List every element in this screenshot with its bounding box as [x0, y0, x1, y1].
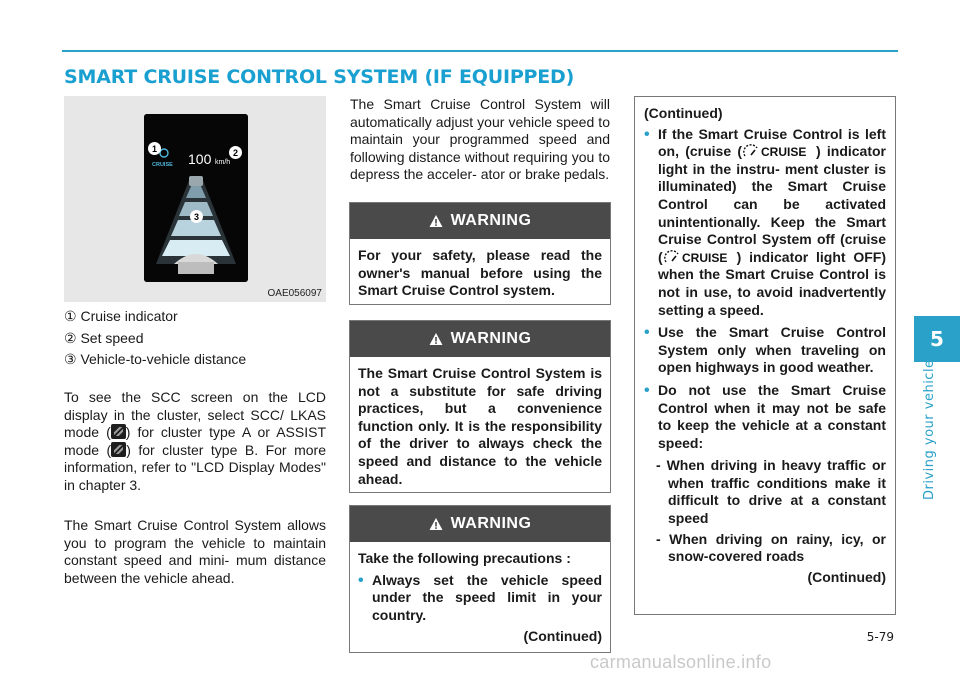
- caution-bullet: • Do not use the Smart Cruise Control when it may not be safe to keep the vehicle at a constant speed:: [644, 382, 886, 452]
- legend-item: [64, 349, 246, 371]
- figure-legend: [64, 306, 246, 371]
- precautions-intro: Take the following precautions :: [358, 550, 571, 566]
- legend-marker: ①: [64, 308, 77, 324]
- caution-bullet: • Use the Smart Cruise Control System only when traveling on open highways in good weather.: [644, 324, 886, 377]
- cruise-icon-label: CRUISE: [681, 250, 728, 265]
- continued-label: (Continued): [523, 628, 602, 645]
- warning-triangle-icon: [429, 332, 443, 346]
- precaution-bullet: • Always set the vehicle speed under the speed limit in your country.: [358, 572, 602, 625]
- bullet-text: ) indicator light OFF) when the Smart Cruise Control is not in use, to avoid inadvertently setting a speed.: [658, 248, 886, 318]
- cruise-indicator-icon: [663, 249, 737, 265]
- warning-header: [350, 321, 610, 357]
- cluster-illustration: [144, 114, 248, 282]
- continued-label: (Continued): [807, 568, 886, 585]
- watermark: carmanualsonline.info: [590, 652, 772, 672]
- warning-header: [350, 203, 610, 239]
- assist-mode-icon: [111, 442, 126, 457]
- caution-dash-item: - When driving on rainy, icy, or snow-covered roads: [656, 530, 886, 565]
- warning-triangle-icon: [429, 214, 443, 228]
- warning-header: [350, 506, 610, 542]
- warning-text: [350, 542, 610, 654]
- legend-text: Set speed: [80, 329, 144, 346]
- continued-heading: (Continued): [644, 105, 723, 121]
- scc-intro-paragraph: The Smart Cruise Control System allows you to program the vehicle to maintain constant speed and mini- mum distance between the vehicle ahead.: [64, 517, 326, 586]
- callout-1: 1: [148, 142, 161, 155]
- legend-marker: ②: [64, 329, 77, 346]
- warning-text: The Smart Cruise Control System is not a substitute for safe driving practices, but a convenience function only. It is the responsibility of the driver to always check the speed and distance to the vehicle ahead.: [358, 365, 602, 487]
- continued-box: [634, 96, 896, 615]
- set-speed-unit: km/h: [215, 159, 231, 166]
- caution-bullet: [644, 126, 886, 320]
- cluster-display: [144, 114, 248, 282]
- warning-box-1: [349, 202, 611, 305]
- lkas-mode-icon: [111, 424, 126, 439]
- scc-screen-paragraph: [64, 389, 326, 495]
- warning-title: WARNING: [450, 515, 532, 532]
- cruise-indicator-icon: [742, 143, 816, 159]
- warning-triangle-icon: [429, 517, 443, 531]
- legend-item: [64, 306, 246, 328]
- cluster-figure: [64, 96, 326, 302]
- top-rule: [62, 50, 898, 52]
- cruise-icon-label: CRUISE: [761, 145, 807, 160]
- bullet-text: ) indicator light in the instru- ment cluster is illuminated) the Smart Cruise Control can be activated unintentionally. Keep the Smart Cruise Control System off (cruise (: [658, 143, 886, 265]
- legend-text: Vehicle-to-vehicle distance: [80, 351, 247, 367]
- figure-code: OAE056097: [267, 288, 322, 299]
- scc-description-paragraph: The Smart Cruise Control System will automatically adjust your vehicle speed to maintain your programmed speed and following distance without requiring you to depress the acceler- ator or brake pedals.: [350, 96, 610, 183]
- chapter-label: [922, 359, 942, 510]
- warning-text: For your safety, please read the owner's manual before using the Smart Cruise Control system.: [358, 247, 602, 299]
- bullet-text: If the Smart Cruise Control is left on, (cruise (: [658, 125, 886, 160]
- chapter-label-text: Driving your vehicle: [922, 359, 937, 500]
- warning-title: WARNING: [450, 330, 532, 347]
- cruise-text: CRUISE: [152, 162, 173, 168]
- warning-box-3: [349, 505, 611, 653]
- callout-2: 2: [229, 146, 242, 159]
- paragraph-text: To see the SCC screen on the LCD display in the cluster, select SCC/ LKAS mode (: [64, 389, 326, 441]
- paragraph-text: ) for cluster type A or ASSIST mode (: [64, 424, 326, 458]
- page-number: 5-79: [866, 630, 894, 644]
- callout-3: 3: [190, 210, 203, 223]
- legend-text: Cruise indicator: [80, 308, 178, 324]
- chapter-tab: 5: [914, 316, 960, 362]
- legend-marker: ③: [64, 351, 77, 367]
- legend-item: [64, 328, 246, 350]
- set-speed-value: 100: [188, 151, 212, 167]
- section-title: SMART CRUISE CONTROL SYSTEM (IF EQUIPPED): [64, 66, 575, 88]
- warning-title: WARNING: [450, 212, 532, 229]
- paragraph-text: ) for cluster type B. For more information, refer to "LCD Display Modes" in chapter 3.: [64, 441, 326, 493]
- caution-dash-item: - When driving in heavy traffic or when traffic conditions make it difficult to drive at a constant speed: [656, 457, 886, 527]
- warning-box-2: [349, 320, 611, 493]
